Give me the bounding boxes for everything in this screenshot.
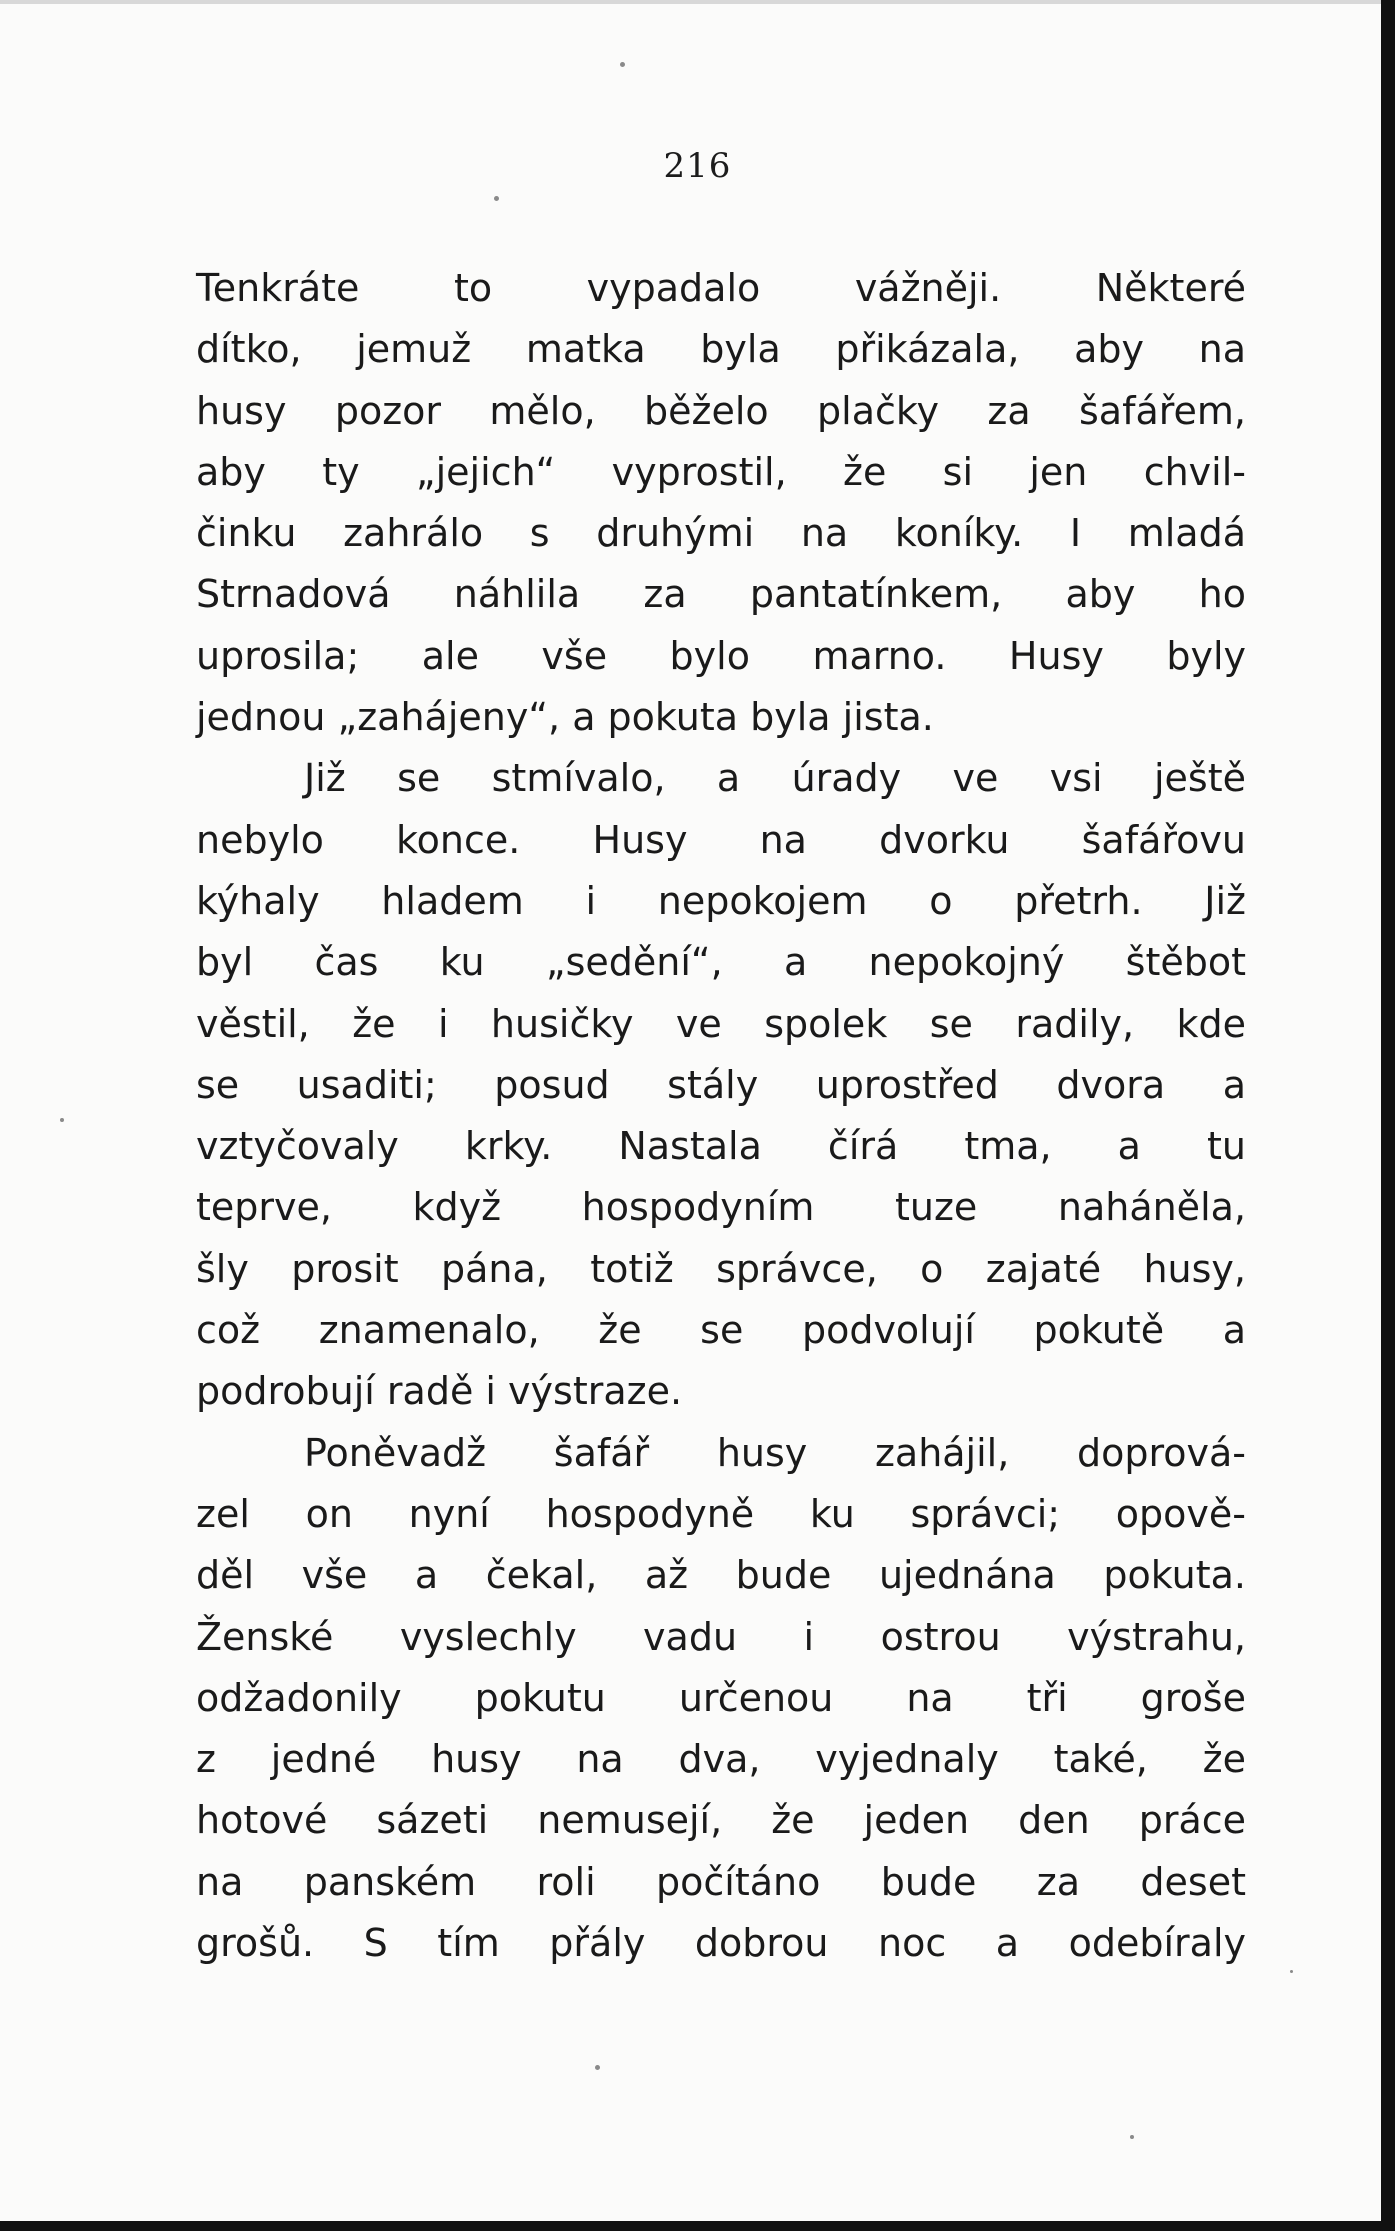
text-line: což znamenalo, že se podvolují pokutě a bbox=[196, 1308, 1246, 1353]
text-line: jednou „zahájeny“, a pokuta byla jista. bbox=[196, 695, 934, 740]
paper-speck bbox=[60, 1118, 64, 1122]
text-line: nebylo konce. Husy na dvorku šafářovu bbox=[196, 817, 1246, 862]
text-line: šly prosit pána, totiž správce, o zajaté husy, bbox=[196, 1246, 1246, 1291]
text-line: teprve, když hospodyním tuze naháněla, bbox=[196, 1185, 1246, 1230]
text-line: z jedné husy na dva, vyjednaly také, že bbox=[196, 1737, 1246, 1782]
text-line: Tenkráte to vypadalo vážněji. Některé bbox=[196, 266, 1246, 310]
paper-speck bbox=[494, 196, 499, 201]
text-line: se usaditi; posud stály uprostřed dvora a bbox=[196, 1062, 1246, 1107]
text-line: činku zahrálo s druhými na koníky. I mladá bbox=[196, 511, 1246, 556]
paper-speck bbox=[595, 2065, 600, 2070]
text-line: Strnadová náhlila za pantatínkem, aby ho bbox=[196, 572, 1246, 617]
page-number: 216 bbox=[663, 146, 732, 186]
body-text bbox=[196, 258, 1246, 1974]
paper-speck bbox=[1290, 1970, 1293, 1973]
text-line: zel on nyní hospodyně ku správci; opově- bbox=[196, 1491, 1246, 1536]
text-line: grošů. S tím přály dobrou noc a odebíraly bbox=[196, 1921, 1246, 1966]
text-line: na panském roli počítáno bude za deset bbox=[196, 1859, 1246, 1904]
text-line: husy pozor mělo, běželo plačky za šafářem, bbox=[196, 388, 1246, 433]
text-line: podrobují radě i výstraze. bbox=[196, 1369, 683, 1414]
text-line: Poněvadž šafář husy zahájil, doprová- bbox=[304, 1430, 1246, 1475]
text-line: dítko, jemuž matka byla přikázala, aby na bbox=[196, 327, 1246, 372]
text-line: vztyčovaly krky. Nastala čírá tma, a tu bbox=[196, 1124, 1246, 1169]
paper-speck bbox=[620, 62, 625, 67]
text-line: hotové sázeti nemusejí, že jeden den práce bbox=[196, 1798, 1246, 1843]
paper-speck bbox=[1130, 2135, 1134, 2139]
text-line: Ženské vyslechly vadu i ostrou výstrahu, bbox=[196, 1614, 1246, 1659]
text-line: děl vše a čekal, až bude ujednána pokuta. bbox=[196, 1553, 1246, 1598]
text-line: odžadonily pokutu určenou na tři groše bbox=[196, 1675, 1246, 1720]
text-line: věstil, že i husičky ve spolek se radily, kde bbox=[196, 1001, 1246, 1046]
text-line: uprosila; ale vše bylo marno. Husy byly bbox=[196, 633, 1246, 678]
text-line: kýhaly hladem i nepokojem o přetrh. Již bbox=[196, 878, 1246, 923]
page-top-edge bbox=[0, 0, 1381, 4]
text-line: aby ty „jejich“ vyprostil, že si jen chvil- bbox=[196, 449, 1246, 494]
text-line: byl čas ku „sedění“, a nepokojný štěbot bbox=[196, 940, 1246, 985]
text-line: Již se stmívalo, a úrady ve vsi ještě bbox=[304, 756, 1246, 801]
